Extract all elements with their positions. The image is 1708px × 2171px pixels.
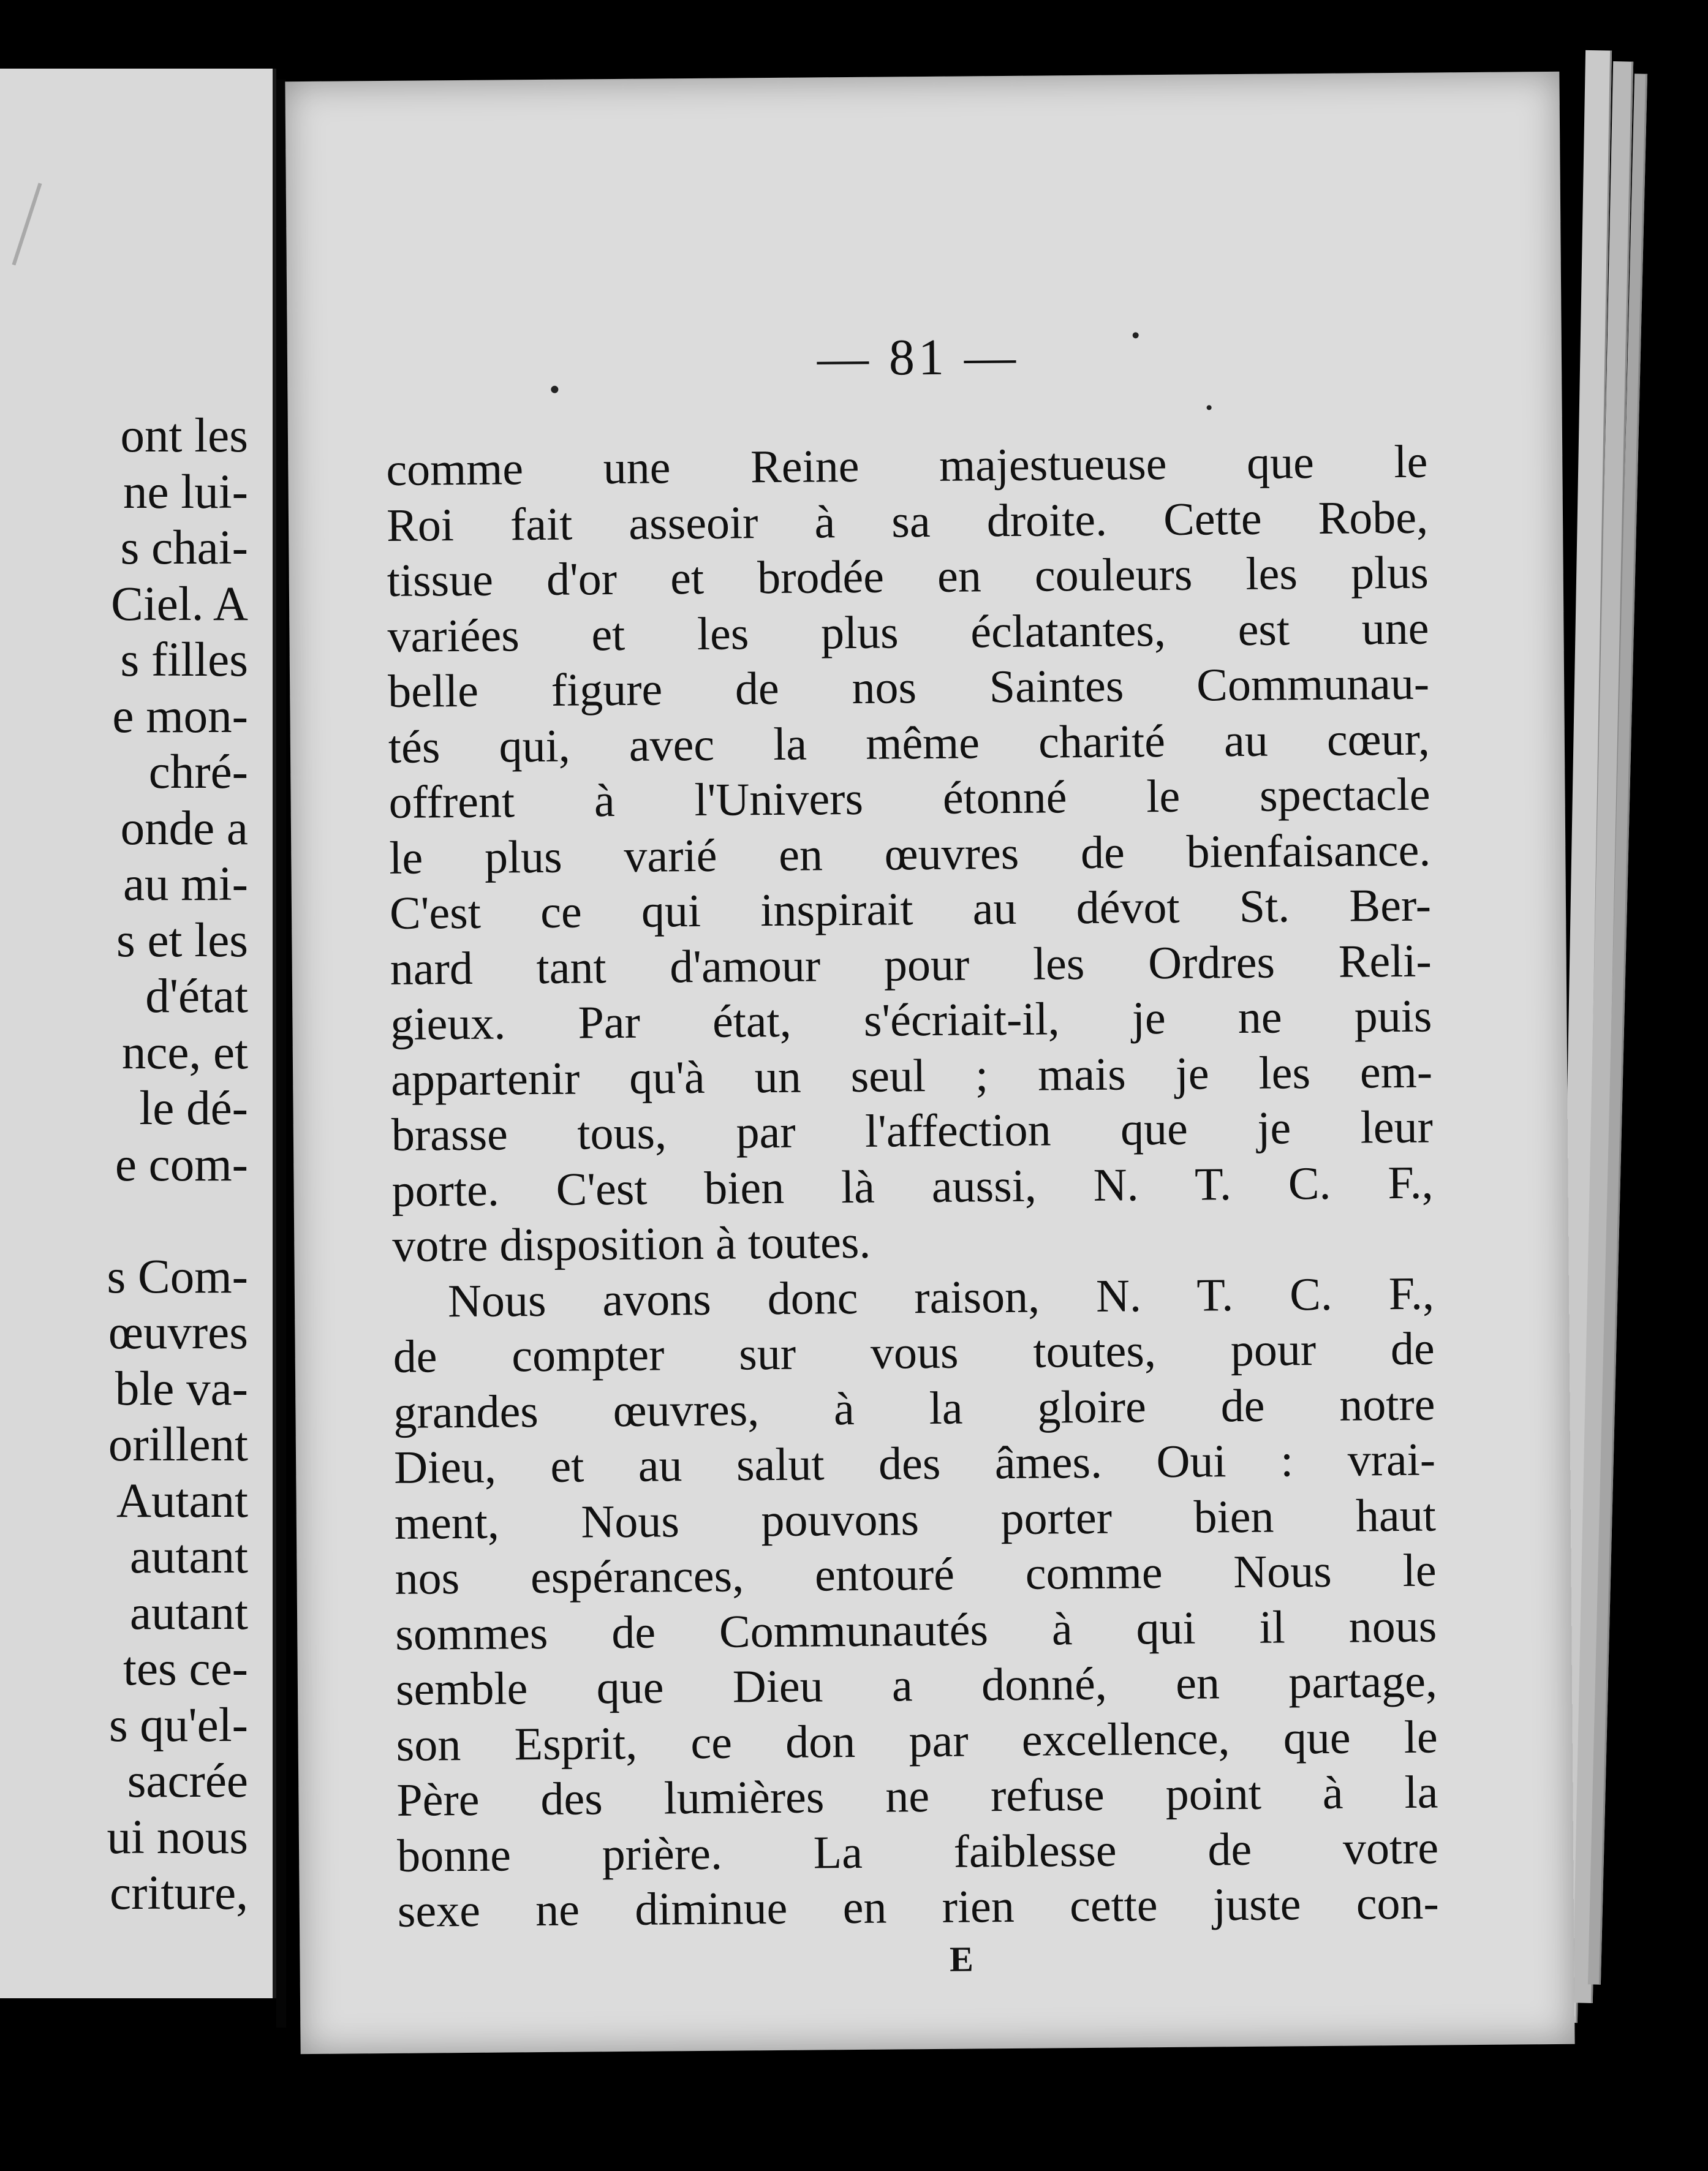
text-line: porte. C'est bien là aussi, N. T. C. F., — [391, 1157, 1434, 1217]
text-line: appartenir qu'à un seul ; mais je les em- — [390, 1046, 1433, 1106]
text-line: comme une Reine majestueuse que le — [386, 436, 1428, 496]
previous-page-line: ble va- — [115, 1362, 248, 1416]
text-line: sommes de Communautés à qui il nous — [395, 1600, 1437, 1660]
ink-mark — [12, 183, 65, 273]
text-line: nard tant d'amour pour les Ordres Reli- — [390, 935, 1432, 995]
text-line: variées et les plus éclatantes, est une — [387, 602, 1429, 662]
previous-page-line: le dé- — [139, 1082, 248, 1135]
text-line: Père des lumières ne refuse point à la — [396, 1766, 1438, 1826]
previous-page-line: s Com- — [107, 1250, 248, 1304]
text-line: nos espérances, entouré comme Nous le — [395, 1544, 1437, 1604]
text-line: gieux. Par état, s'écriait-il, je ne puis — [390, 990, 1432, 1050]
previous-page-line: Ciel. A — [111, 577, 248, 631]
book-gutter — [276, 80, 286, 2028]
previous-page-line: au mi- — [123, 858, 248, 911]
text-line: belle figure de nos Saintes Communau- — [387, 657, 1430, 717]
previous-page-line: s filles — [120, 633, 248, 687]
speck — [551, 386, 558, 393]
previous-page-line: ont les — [120, 409, 248, 463]
previous-page — [0, 69, 276, 1998]
text-line: son Esprit, ce don par excellence, que le — [396, 1711, 1438, 1771]
text-line: Roi fait asseoir à sa droite. Cette Robe, — [386, 491, 1429, 551]
previous-page-line: tes ce- — [123, 1642, 248, 1696]
text-line: tissue d'or et brodée en couleurs les plus — [387, 546, 1429, 606]
text-line: votre disposition à toutes. — [391, 1216, 871, 1272]
previous-page-line: onde a — [120, 801, 248, 855]
text-line: ment, Nous pouvons porter bien haut — [394, 1489, 1437, 1549]
previous-page-line: autant — [129, 1530, 248, 1584]
previous-page-line: autant — [129, 1586, 248, 1640]
text-line: C'est ce qui inspirait au dévot St. Ber- — [389, 879, 1432, 939]
text-line: Nous avons donc raison, N. T. C. F., — [447, 1267, 1435, 1327]
speck — [1133, 332, 1139, 338]
previous-page-line: criture, — [110, 1867, 248, 1920]
text-line: bonne prière. La faiblesse de votre — [396, 1822, 1439, 1882]
previous-page-line: ne lui- — [123, 465, 248, 519]
previous-page-line: sacrée — [127, 1754, 248, 1808]
text-line: tés qui, avec la même charité au cœur, — [388, 713, 1430, 773]
text-line: sexe ne diminue en rien cette juste con- — [397, 1877, 1440, 1937]
previous-page-line: s et les — [116, 913, 248, 967]
previous-page-line: chré- — [148, 746, 248, 799]
previous-page-line: œuvres — [108, 1306, 248, 1359]
previous-page-line: s chai- — [120, 521, 248, 575]
text-line: brasse tous, par l'affection que je leur — [391, 1101, 1434, 1161]
previous-page-line: e com- — [115, 1138, 248, 1191]
body-text — [386, 434, 1439, 1939]
text-line: Dieu, et au salut des âmes. Oui : vrai- — [393, 1433, 1436, 1493]
text-line: de compter sur vous toutes, pour de — [393, 1323, 1435, 1383]
previous-page-line: ui nous — [107, 1810, 248, 1864]
text-line: semble que Dieu a donné, en partage, — [395, 1655, 1438, 1715]
text-line: le plus varié en œuvres de bienfaisance. — [389, 824, 1431, 884]
current-page — [285, 72, 1574, 2054]
previous-page-line: orillent — [108, 1418, 248, 1471]
text-line: offrent à l'Univers étonné le spectacle — [388, 768, 1430, 828]
previous-page-line: e mon- — [112, 689, 248, 743]
previous-page-line: s qu'el- — [108, 1698, 248, 1752]
speck — [1207, 405, 1212, 410]
previous-page-line: d'état — [145, 970, 248, 1023]
previous-page-line: Autant — [116, 1474, 248, 1528]
previous-page-line: nce, et — [121, 1025, 248, 1079]
text-line: grandes œuvres, à la gloire de notre — [393, 1378, 1435, 1438]
page-number: — 81 — — [817, 328, 1020, 387]
signature-mark: E — [949, 1939, 974, 1979]
